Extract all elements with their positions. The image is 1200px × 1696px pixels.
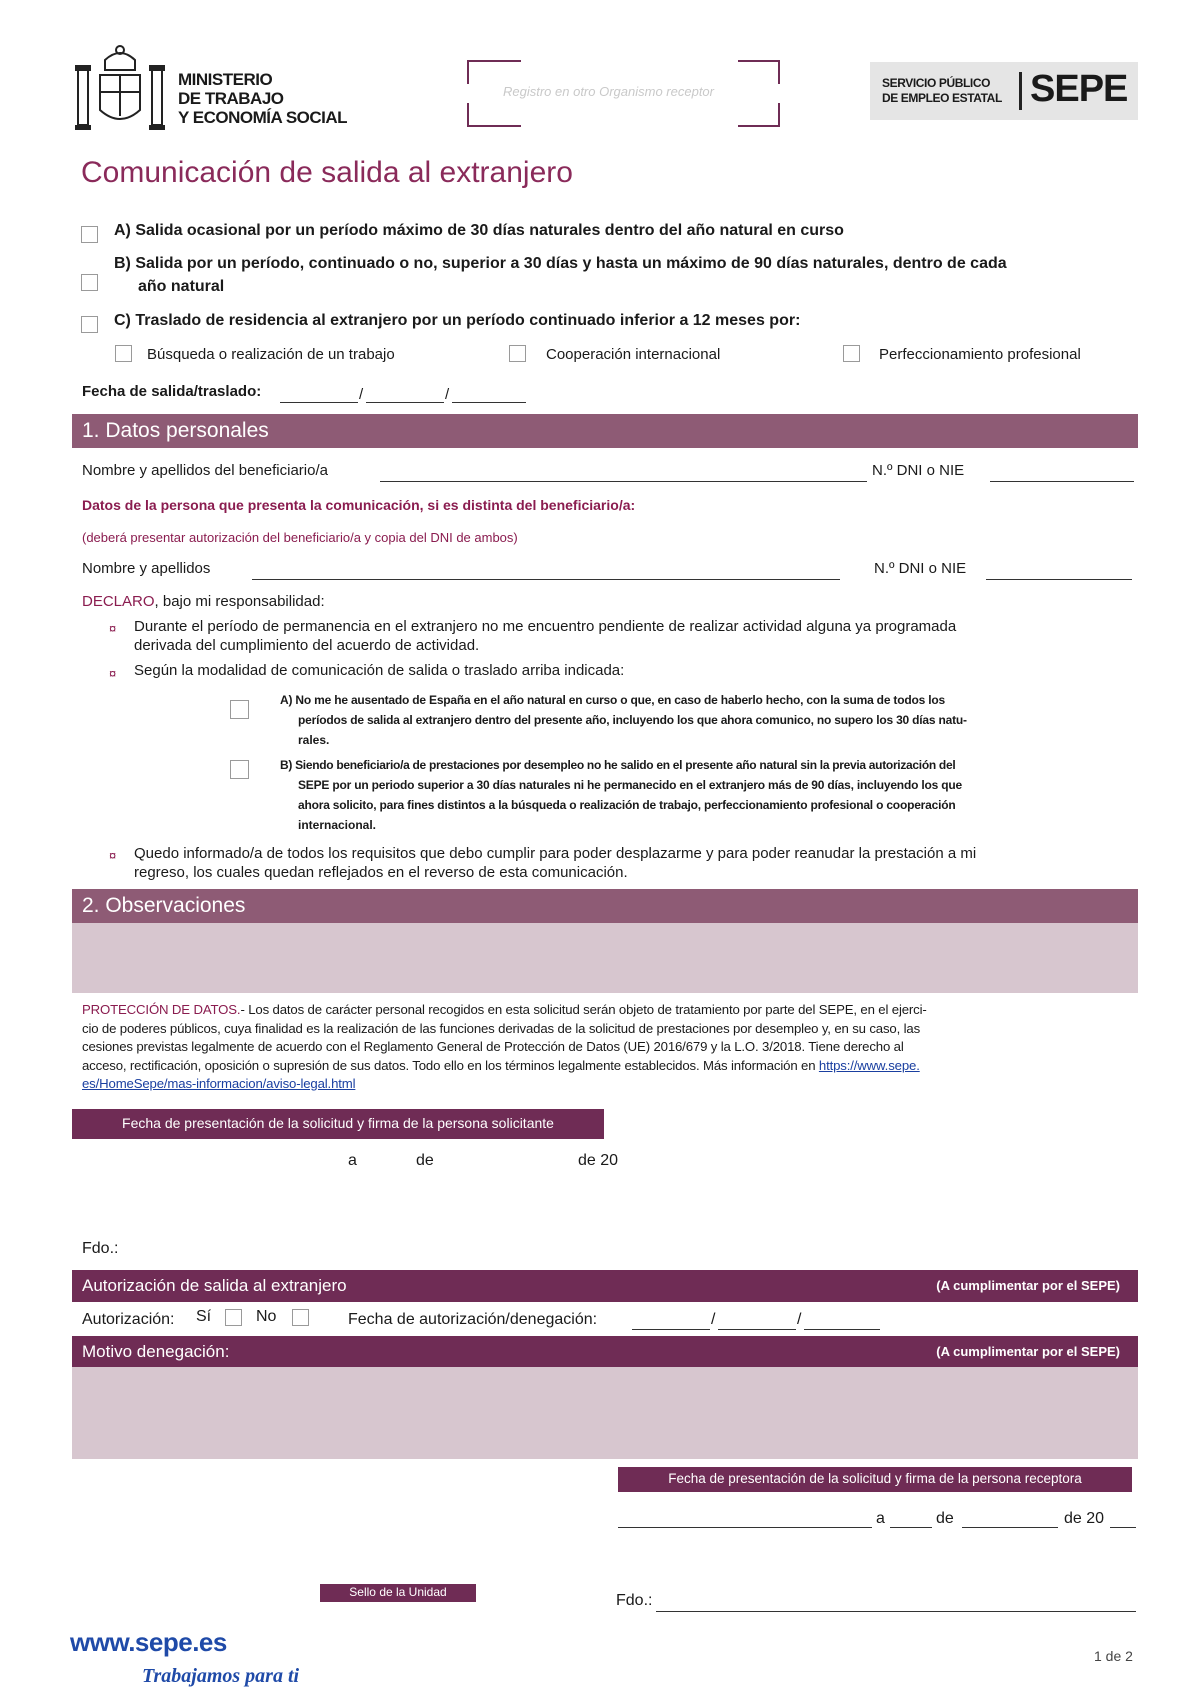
registry-placeholder: Registro en otro Organismo receptor (503, 84, 714, 99)
authorization-no-label: No (256, 1308, 277, 1325)
bullet-icon: ¤ (109, 621, 117, 636)
privacy-title: PROTECCIÓN DE DATOS. (82, 1002, 241, 1017)
applicant-signature-band (72, 1109, 604, 1139)
registry-box (467, 60, 780, 127)
option-a-label: A) Salida ocasional por un período máximo de 30 días naturales dentro del año natural en curso (114, 222, 844, 239)
declaration-1-line-2: derivada del cumplimiento del acuerdo de actividad. (134, 637, 480, 654)
applicant-fdo-label: Fdo.: (82, 1240, 119, 1257)
date-separator: / (797, 1311, 802, 1328)
stamp-label: Sello de la Unidad (349, 1585, 447, 1599)
footer-tagline: Trabajamos para ti (142, 1665, 300, 1687)
privacy-link-1[interactable]: https://www.sepe. (818, 1057, 920, 1073)
date-separator: / (711, 1311, 716, 1328)
presenter-name-field[interactable] (252, 579, 840, 580)
authorization-si-checkbox[interactable] (225, 1309, 242, 1326)
option-b-checkbox[interactable] (81, 274, 98, 291)
denial-title: Motivo denegación: (82, 1342, 230, 1361)
authorization-header (72, 1270, 1138, 1302)
authorization-title: Autorización de salida al extranjero (82, 1276, 347, 1295)
privacy-line-2: cio de poderes públicos, cuya finalidad es la realización de las funciones derivadas de la solicitud de prestaciones por desempleo y, en su caso, las (82, 1020, 921, 1036)
sub-b-line-1: B) Siendo beneficiario/a de prestaciones por desempleo no he salido en el presente año natural sin la previa autorización del (280, 758, 956, 772)
option-c-training-checkbox[interactable] (843, 345, 860, 362)
bullet-icon: ¤ (109, 848, 117, 863)
authorization-date-label: Fecha de autorización/denegación: (348, 1311, 598, 1328)
ministry-line-1: MINISTERIO (178, 70, 273, 89)
sub-a-line-1: A) No me he ausentado de España en el año natural en curso o que, en caso de haberlo hecho, con la suma de todos los (280, 693, 945, 707)
beneficiary-name-label: Nombre y apellidos del beneficiario/a (82, 462, 328, 479)
authorization-month-field[interactable] (718, 1329, 796, 1330)
sub-a-line-2: períodos de salida al extranjero dentro del presente año, incluyendo los que ahora comunico, no supero los 30 días natu- (298, 713, 967, 727)
receiver-word-a: a (876, 1510, 885, 1527)
sepe-logo (870, 62, 1138, 120)
presenter-heading: Datos de la persona que presenta la comunicación, si es distinta del beneficiario/a: (82, 497, 636, 513)
receiver-month-field[interactable] (962, 1527, 1058, 1528)
receiver-word-de20: de 20 (1064, 1510, 1105, 1527)
presenter-dni-field[interactable] (986, 579, 1132, 580)
departure-date-label: Fecha de salida/traslado: (82, 383, 262, 400)
signature-word-de20: de 20 (578, 1152, 619, 1169)
page-number: 1 de 2 (1094, 1648, 1133, 1664)
sepe-line-2: DE EMPLEO ESTATAL (882, 91, 1002, 105)
observations-field[interactable] (72, 923, 1138, 993)
privacy-line-4: acceso, rectificación, oposición o supresión de sus datos. Todo ello en los términos legalmente establecidos. Más información en (82, 1057, 819, 1073)
option-b-label-1: B) Salida por un período, continuado o no, superior a 30 días y hasta un máximo de 90 días naturales, dentro de cada (114, 255, 1007, 272)
receiver-day-field[interactable] (890, 1527, 932, 1528)
presenter-name-label: Nombre y apellidos (82, 560, 211, 577)
beneficiary-dni-field[interactable] (990, 481, 1134, 482)
receiver-word-de: de (936, 1510, 954, 1527)
beneficiary-name-field[interactable] (380, 481, 867, 482)
declaro-keyword: DECLARO (82, 593, 155, 610)
authorization-label: Autorización: (82, 1311, 175, 1328)
denial-header (72, 1336, 1138, 1367)
receiver-fdo-field[interactable] (656, 1611, 1136, 1612)
signature-word-a: a (348, 1152, 357, 1169)
authorization-si-label: Sí (196, 1308, 212, 1325)
departure-month-field[interactable] (366, 402, 444, 403)
presenter-note: (deberá presentar autorización del beneficiario/a y copia del DNI de ambos) (82, 530, 518, 545)
signature-word-de: de (416, 1152, 434, 1169)
sepe-line-1: SERVICIO PÚBLICO (882, 76, 991, 90)
ministry-line-2: DE TRABAJO (178, 89, 284, 108)
sub-b-checkbox[interactable] (230, 760, 249, 779)
option-c-job-checkbox[interactable] (115, 345, 132, 362)
ministry-name (178, 70, 347, 127)
option-c-cooperation-checkbox[interactable] (509, 345, 526, 362)
sub-b-line-2: SEPE por un periodo superior a 30 días naturales ni he permanecido en el extranjero más de 90 días, incluyendo los que (298, 778, 962, 792)
authorization-day-field[interactable] (632, 1329, 710, 1330)
receiver-place-field[interactable] (618, 1527, 872, 1528)
sepe-logo-text: SEPE (1030, 68, 1128, 110)
sub-b-line-3: ahora solicito, para fines distintos a la búsqueda o realización de trabajo, perfeccionamiento profesional o cooperación (298, 798, 956, 812)
declaration-3-line-1: Quedo informado/a de todos los requisitos que debo cumplir para poder desplazarme y para poder reanudar la prestación a mi (134, 845, 977, 862)
section-1-title: 1. Datos personales (82, 419, 269, 442)
receiver-signature-band (618, 1467, 1132, 1492)
sepe-divider (1019, 72, 1022, 110)
declaration-1-line-1: Durante el período de permanencia en el extranjero no me encuentro pendiente de realizar actividad alguna ya programada (134, 618, 957, 635)
denial-reason-field[interactable] (72, 1367, 1138, 1459)
receiver-year-field[interactable] (1110, 1527, 1136, 1528)
sub-a-checkbox[interactable] (230, 700, 249, 719)
receiver-fdo-label: Fdo.: (616, 1592, 653, 1609)
authorization-sepe-note: (A cumplimentar por el SEPE) (936, 1278, 1120, 1293)
ministry-line-3: Y ECONOMÍA SOCIAL (178, 108, 348, 127)
declaration-2: Según la modalidad de comunicación de salida o traslado arriba indicada: (134, 662, 625, 679)
coat-of-arms-icon (70, 40, 170, 140)
page-title: Comunicación de salida al extranjero (81, 156, 573, 189)
sub-b-line-4: internacional. (298, 818, 377, 832)
option-c-training-label: Perfeccionamiento profesional (879, 346, 1081, 363)
option-a-checkbox[interactable] (81, 226, 98, 243)
section-2-header (72, 889, 1138, 923)
privacy-line-1: - Los datos de carácter personal recogidos en esta solicitud serán objeto de tratamiento por parte del SEPE, en el ejerci- (240, 1002, 927, 1017)
declaro-rest: , bajo mi responsabilidad: (154, 593, 325, 610)
declaration-3-line-2: regreso, los cuales quedan reflejados en el reverso de esta comunicación. (134, 864, 628, 881)
privacy-notice (82, 1001, 1140, 1094)
section-2-title: 2. Observaciones (82, 894, 246, 917)
stamp-label-box (320, 1584, 476, 1602)
denial-sepe-note: (A cumplimentar por el SEPE) (936, 1344, 1120, 1359)
footer-url[interactable]: www.sepe.es (70, 1627, 227, 1657)
section-1-header (72, 414, 1138, 448)
applicant-signature-label: Fecha de presentación de la solicitud y firma de la persona solicitante (122, 1115, 554, 1131)
option-c-label: C) Traslado de residencia al extranjero por un período continuado inferior a 12 meses por: (114, 312, 801, 329)
bullet-icon: ¤ (109, 666, 117, 681)
declaro-line (82, 593, 325, 610)
date-separator: / (445, 386, 450, 403)
sub-a-line-3: rales. (298, 733, 330, 747)
option-c-job-label: Búsqueda o realización de un trabajo (147, 346, 395, 363)
option-c-checkbox[interactable] (81, 316, 98, 333)
departure-year-field[interactable] (452, 402, 526, 403)
receiver-signature-label: Fecha de presentación de la solicitud y firma de la persona receptora (668, 1471, 1082, 1486)
option-b-label-2: año natural (138, 278, 225, 295)
privacy-link-2[interactable]: es/HomeSepe/mas-informacion/aviso-legal.html (82, 1076, 356, 1091)
beneficiary-dni-label: N.º DNI o NIE (872, 462, 965, 479)
privacy-line-3: cesiones previstas legalmente de acuerdo con el Reglamento General de Protección de Datos (UE) 2016/679 y la L.O. 3/2018. Tiene derecho al (82, 1039, 904, 1054)
option-c-cooperation-label: Cooperación internacional (546, 346, 721, 363)
authorization-year-field[interactable] (804, 1329, 880, 1330)
authorization-no-checkbox[interactable] (292, 1309, 309, 1326)
departure-day-field[interactable] (280, 402, 358, 403)
date-separator: / (359, 386, 364, 403)
presenter-dni-label: N.º DNI o NIE (874, 560, 967, 577)
